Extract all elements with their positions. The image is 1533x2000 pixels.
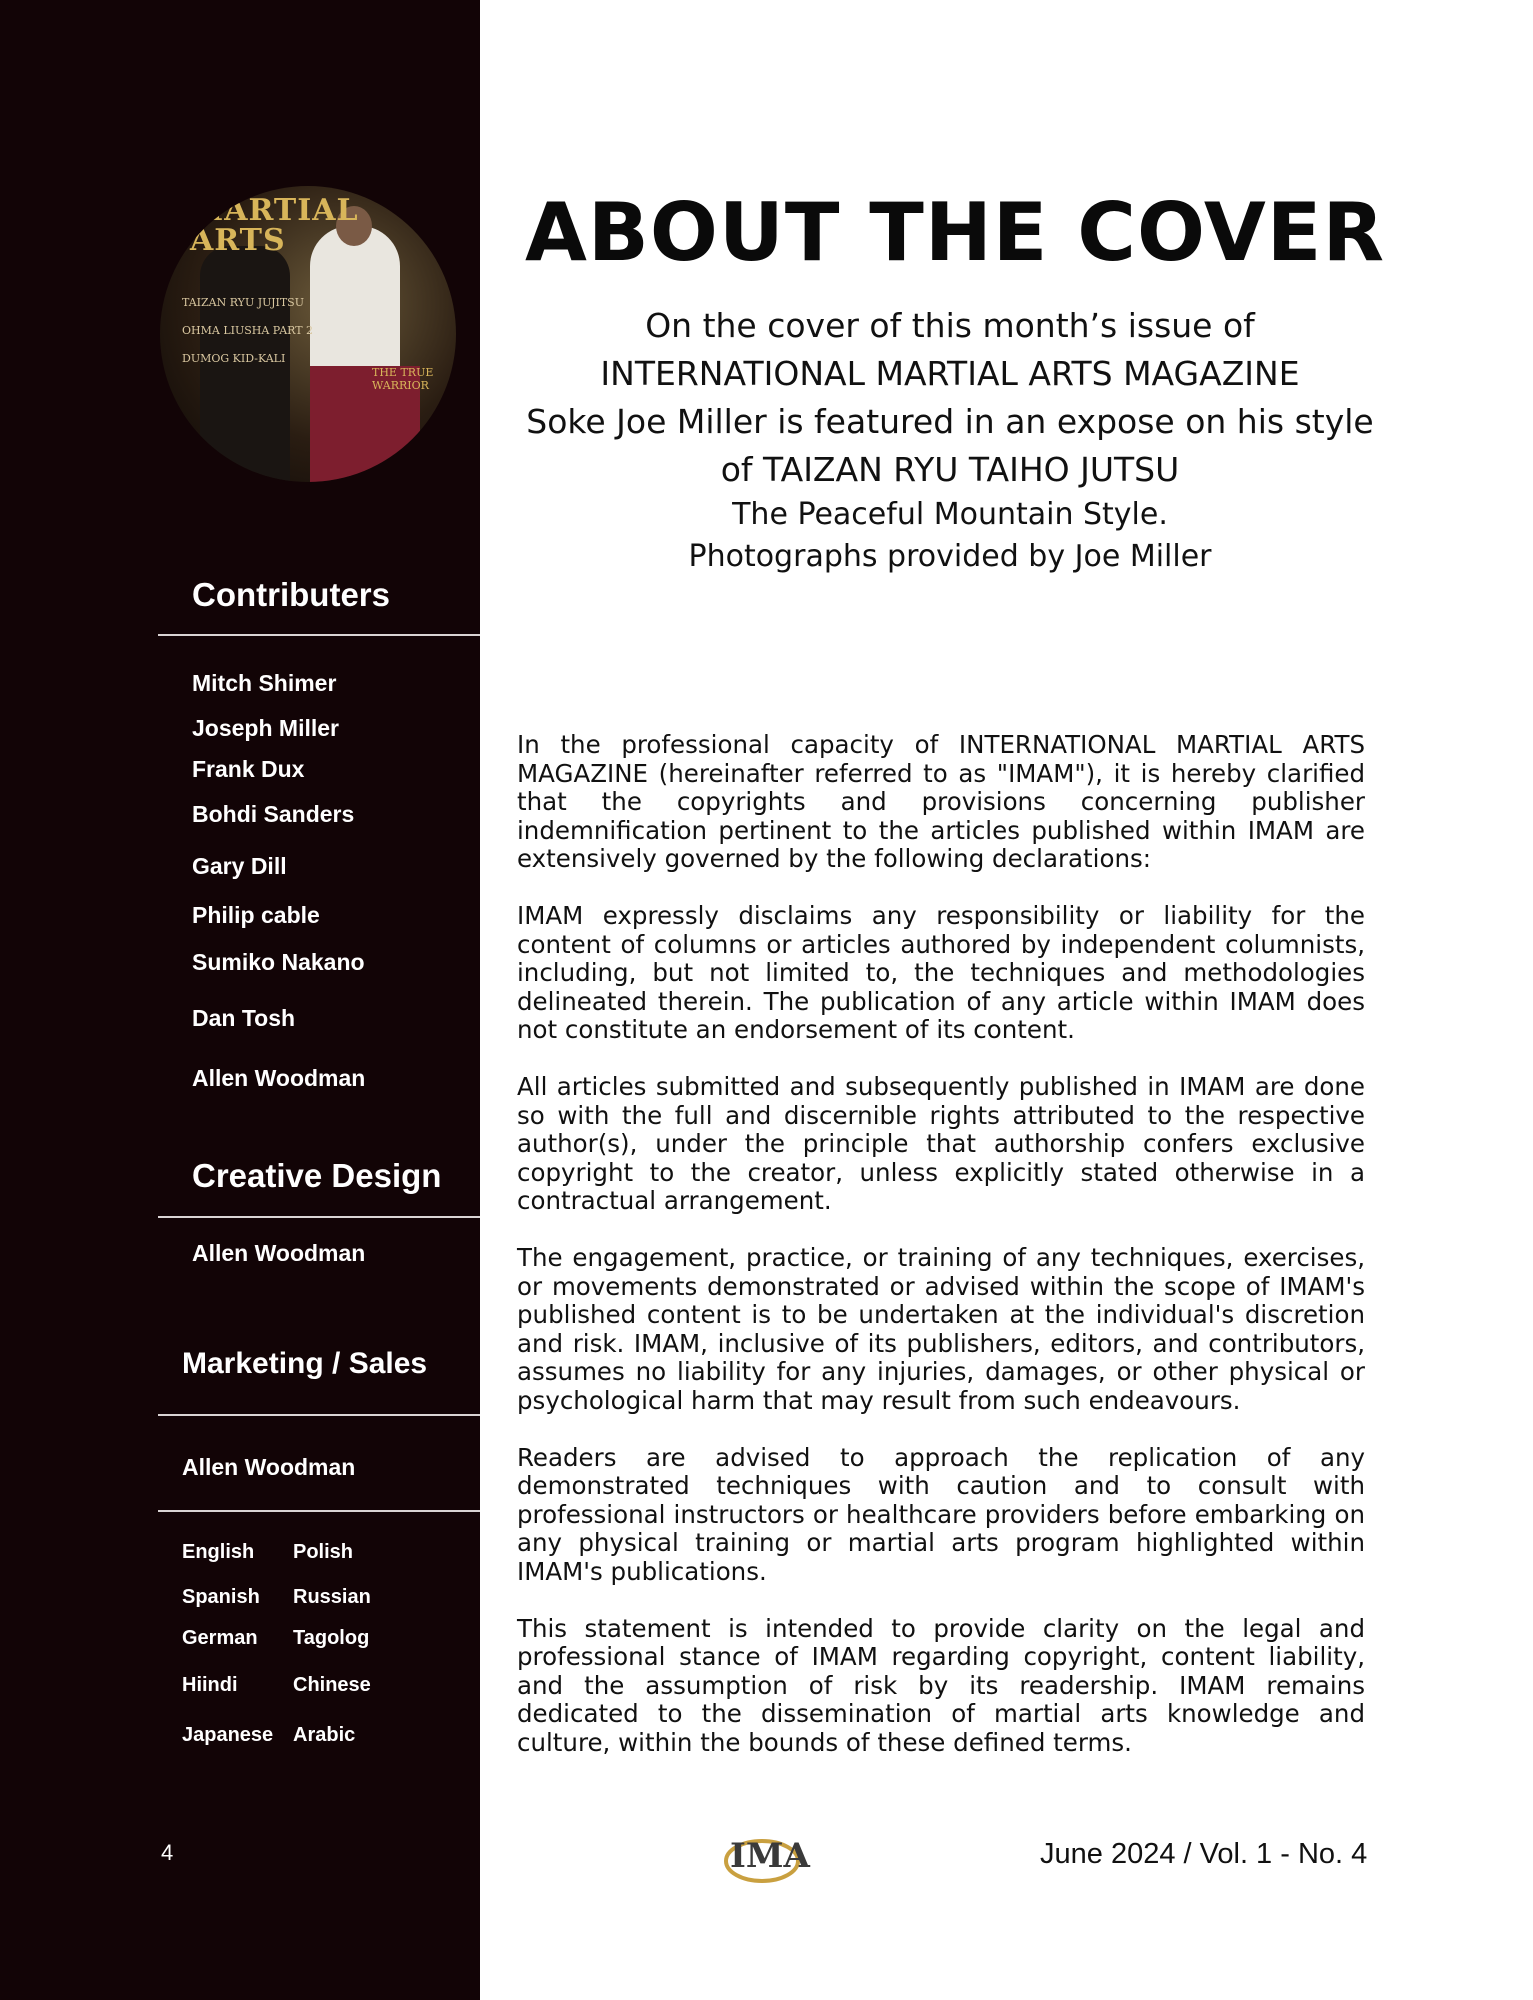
contributor-name: Bohdi Sanders: [192, 801, 355, 827]
language-item: German: [182, 1627, 258, 1649]
language-item: Russian: [293, 1586, 371, 1608]
paragraph: This statement is intended to provide clarity on the legal and professional stance of IMAM regarding copyright, content liability, and the assumption of risk by its readership. IMAM remains dedicated to the dissemination of martial arts knowledge and culture, within the bounds of these defined terms.: [517, 1613, 1365, 1757]
contributor-name: Frank Dux: [192, 756, 305, 782]
language-item: Spanish: [182, 1586, 260, 1608]
language-item: Arabic: [293, 1724, 356, 1746]
intro-line: The Peaceful Mountain Style.: [732, 497, 1168, 532]
intro-line: Soke Joe Miller is featured in an expose on his style: [526, 402, 1374, 441]
language-item: Hiindi: [182, 1674, 238, 1696]
language-item: Polish: [293, 1541, 354, 1563]
contributor-name: Dan Tosh: [192, 1005, 296, 1031]
language-item: English: [182, 1541, 255, 1563]
contributor-name: Gary Dill: [192, 853, 287, 879]
cover-side-text: THE TRUE WARRIOR: [372, 366, 434, 392]
intro-line: On the cover of this month’s issue of: [645, 306, 1255, 345]
sidebar: [0, 0, 480, 2000]
issue-footer: June 2024 / Vol. 1 - No. 4: [1040, 1838, 1368, 1870]
contributor-name: Joseph Miller: [192, 715, 339, 741]
divider: [158, 1510, 480, 1512]
intro-line: of TAIZAN RYU TAIHO JUTSU: [720, 450, 1180, 489]
cover-headline: OHMA LIUSHA PART 2: [182, 324, 314, 337]
ima-logo: [722, 1815, 812, 1887]
cover-headlines: [182, 296, 322, 380]
page-number: 4: [161, 1840, 174, 1865]
cover-masthead: MARTIAL ARTS: [190, 193, 359, 258]
contributor-name: Mitch Shimer: [192, 670, 337, 696]
cover-intro: [520, 302, 1380, 578]
marketing-name: Allen Woodman: [182, 1454, 356, 1480]
intro-line: Photographs provided by Joe Miller: [688, 539, 1212, 574]
contributors-heading: Contributers: [192, 576, 390, 613]
creative-design-heading: Creative Design: [192, 1157, 442, 1194]
paragraph: All articles submitted and subsequently published in IMAM are done so with the full and discernible rights attributed to the respective author(s), under the principle that authorship confers exclusive copyright to the creator, unless explicitly stated otherwise in a contractual arrangement.: [517, 1072, 1365, 1215]
paragraph: Readers are advised to approach the replication of any demonstrated techniques with caution and to consult with professional instructors or healthcare providers before embarking on any physical training or martial arts program highlighted within IMAM's publications.: [517, 1442, 1365, 1586]
logo-text: IMA: [730, 1836, 810, 1876]
language-item: Tagolog: [293, 1627, 370, 1649]
marketing-heading: Marketing / Sales: [182, 1347, 428, 1380]
language-item: Japanese: [182, 1724, 274, 1746]
page-title: ABOUT THE COVER: [525, 186, 1386, 279]
contributor-name: Philip cable: [192, 902, 320, 928]
intro-line: INTERNATIONAL MARTIAL ARTS MAGAZINE: [600, 354, 1300, 393]
paragraph: IMAM expressly disclaims any responsibility or liability for the content of columns or articles authored by independent columnists, including, but not limited to, the techniques and methodologies delineated therein. The publication of any article within IMAM does not constitute an endorsement of its content.: [517, 901, 1365, 1044]
cover-headline: TAIZAN RYU JUJITSU: [182, 296, 304, 309]
language-item: Chinese: [293, 1674, 371, 1696]
contributor-name: Sumiko Nakano: [192, 949, 365, 975]
paragraph: In the professional capacity of INTERNATIONAL MARTIAL ARTS MAGAZINE (hereinafter referred to as "IMAM"), it is hereby clarified that the copyrights and provisions concerning publisher indemnification pertinent to the articles published within IMAM are extensively governed by the following declarations:: [517, 730, 1365, 873]
divider: [158, 634, 480, 636]
divider: [158, 1414, 480, 1416]
disclaimer-text: [517, 731, 1365, 1786]
cover-headline: DUMOG KID-KALI: [182, 352, 286, 365]
divider: [158, 1216, 480, 1218]
cover-image: [160, 186, 456, 482]
paragraph: The engagement, practice, or training of any techniques, exercises, or movements demonstrated or advised within the scope of IMAM's published content is to be undertaken at the individual's discretion and risk. IMAM, inclusive of its publishers, editors, and contributors, assumes no liability for any injuries, damages, or other physical or psychological harm that may result from such endeavours.: [517, 1243, 1365, 1415]
designer-name: Allen Woodman: [192, 1240, 366, 1266]
contributor-name: Allen Woodman: [192, 1065, 366, 1091]
